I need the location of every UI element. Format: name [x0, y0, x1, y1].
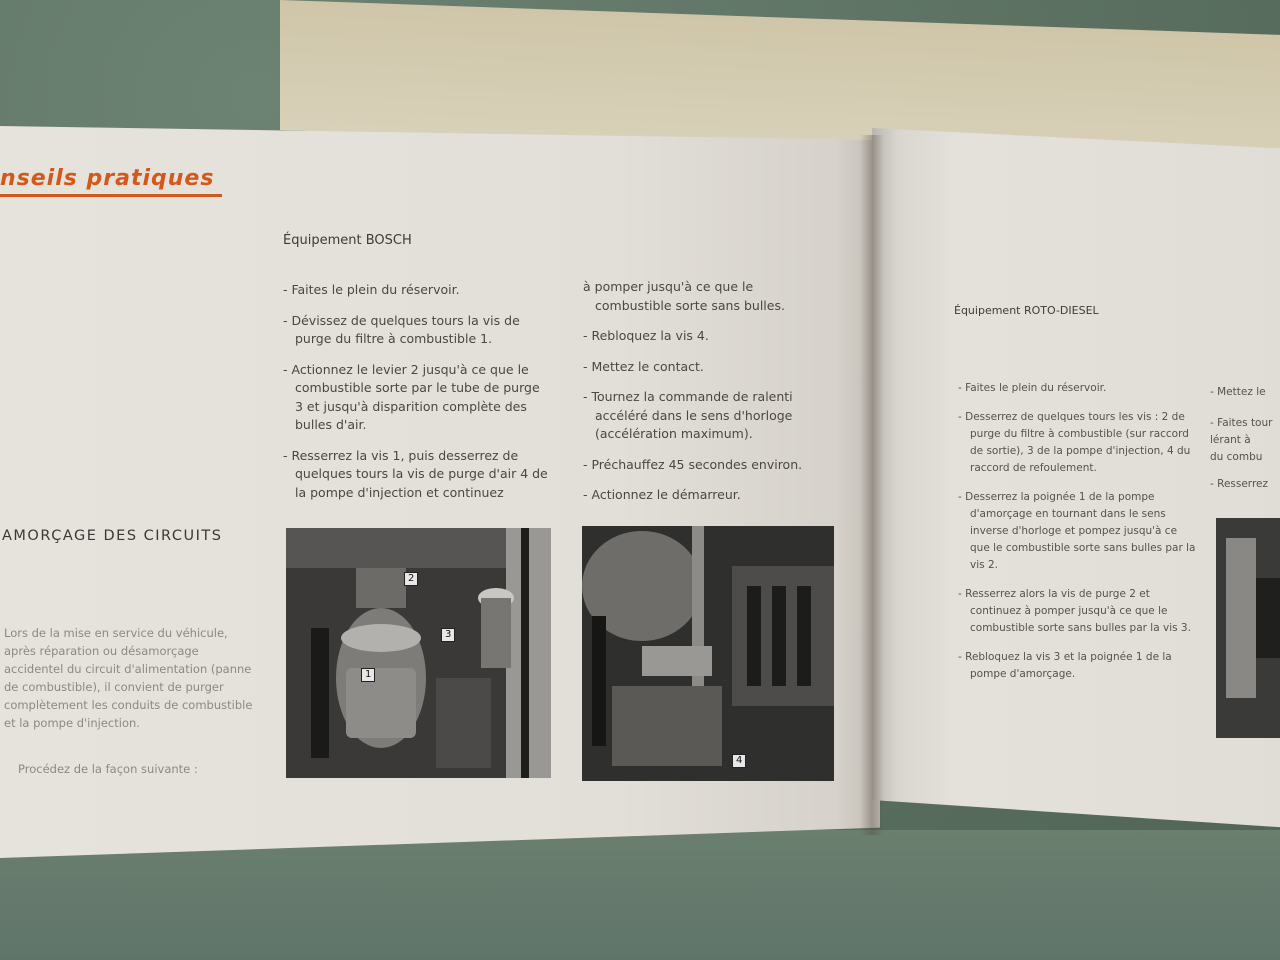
- list-item: - Mettez le: [1210, 386, 1266, 398]
- title-underline: [0, 194, 222, 197]
- engine-photo-pump-image: [582, 526, 834, 781]
- intro-paragraph: Lors de la mise en service du véhicule, après réparation ou désamorçage accidentel du circuit d'alimentation (panne de combustible), il convient de purger complètement les conduits de combustible et la pompe d'injection.: [4, 626, 253, 730]
- book-gutter: [860, 135, 884, 835]
- section-heading: AMORÇAGE DES CIRCUITS: [2, 528, 223, 544]
- list-item: - Desserrez de quelques tours les vis : 2 de purge du filtre à combustible (sur raccord de sortie), 3 de la pompe d'injection, 4 du raccord de refoulement.: [958, 411, 1191, 474]
- list-item: - Dévissez de quelques tours la vis de purge du filtre à combustible 1.: [283, 312, 520, 346]
- list-item: - Resserrez: [1210, 478, 1269, 490]
- list-item: - Rebloquez la vis 4.: [583, 328, 709, 343]
- list-item: - Resserrez alors la vis de purge 2 et continuez à pomper jusqu'à ce que le combustible sorte sans bulles par la vis 3.: [958, 588, 1191, 634]
- page-title: nseils pratiques: [0, 166, 215, 191]
- roto-diesel-heading: Équipement ROTO-DIESEL: [954, 304, 1099, 317]
- list-item: - Tournez la commande de ralenti accéléré dans le sens d'horloge (accélération maximum).: [583, 389, 793, 441]
- callout-label: 4: [732, 754, 746, 768]
- list-item: - Resserrez la vis 1, puis desserrez de quelques tours la vis de purge d'air 4 de la pompe d'injection et continuez: [283, 447, 548, 500]
- list-item: - Desserrez la poignée 1 de la pompe d'amorçage en tournant dans le sens inverse d'horloge et pompez jusqu'à ce que le combustible sorte sans bulles par la vis 2.: [958, 491, 1196, 571]
- list-item: - Faites tour: [1210, 417, 1273, 429]
- callout-label: 1: [361, 668, 375, 682]
- bosch-steps-col1: [283, 281, 551, 514]
- roto-photo-image: [1216, 518, 1280, 738]
- list-item: - Actionnez le levier 2 jusqu'à ce que le combustible sorte par le tube de purge 3 et jusqu'à disparition complète des bulles d'air.: [283, 361, 540, 432]
- list-item: - Actionnez le démarreur.: [583, 487, 741, 502]
- list-item: - Faites le plein du réservoir.: [958, 382, 1107, 394]
- list-item: - Préchauffez 45 secondes environ.: [583, 456, 803, 472]
- engine-photo-filter: [286, 528, 551, 778]
- list-item: lérant à: [1210, 434, 1251, 446]
- list-item: du combu: [1210, 451, 1263, 463]
- engine-photo-filter-image: [286, 528, 551, 778]
- list-item: à pomper jusqu'à ce que le combustible sorte sans bulles.: [583, 279, 785, 313]
- callout-label: 2: [404, 572, 418, 586]
- list-item: - Faites le plein du réservoir.: [283, 282, 460, 297]
- bosch-heading: Équipement BOSCH: [283, 233, 412, 248]
- roto-steps: [958, 380, 1198, 695]
- roto-steps-cut-column: [1210, 384, 1280, 493]
- engine-photo-pump: [582, 526, 834, 781]
- list-item: - Rebloquez la vis 3 et la poignée 1 de la pompe d'amorçage.: [958, 651, 1172, 680]
- intro-end: Procédez de la façon suivante :: [18, 762, 198, 776]
- callout-label: 3: [441, 628, 455, 642]
- bosch-steps-col2: [583, 278, 833, 517]
- list-item: - Mettez le contact.: [583, 358, 704, 374]
- roto-photo: [1216, 518, 1280, 738]
